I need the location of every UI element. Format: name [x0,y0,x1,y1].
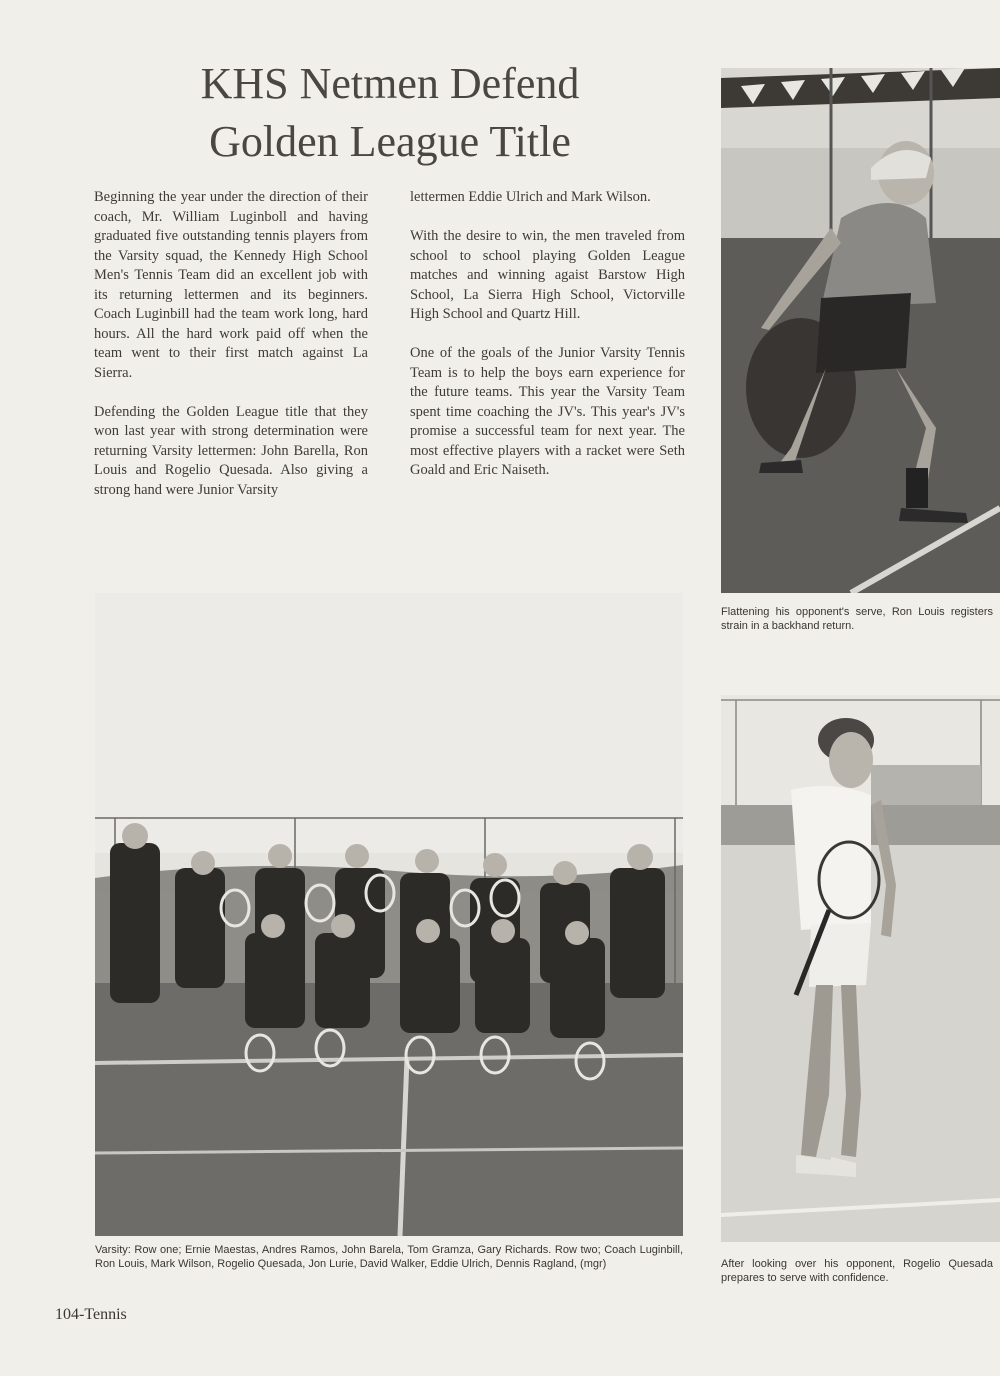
photo-backhand-return [721,68,1000,593]
caption-preparing-serve: After looking over his opponent, Rogelio Quesada prepares to serve with confidence. [721,1258,993,1284]
body-column-2 [410,188,685,500]
caption-varsity-team: Varsity: Row one; Ernie Maestas, Andres Ramos, John Barela, Tom Gramza, Gary Richards. Row two; Coach Luginbill, Ron Louis, Mark Wilson, Rogelio Quesada, Jon Lurie, David Walker, Eddie Ulrich, Dennis Ragland, (mgr) [95,1244,683,1270]
photo-preparing-serve [721,695,1000,1242]
caption-backhand-return: Flattening his opponent's serve, Ron Louis registers strain in a backhand return. [721,606,993,632]
body-paragraph: Beginning the year under the direction of their coach, Mr. William Luginboll and having graduated five outstanding tennis players from the Varsity squad, the Kennedy High School Men's Tennis Team did an excellent job with its returning lettermen and its beginners. Coach Luginbill had the team work long, hard hours. All the hard work paid off when the team went to their first match against La Sierra. [94,189,368,381]
body-column-1 [94,188,368,520]
headline-line-1: KHS Netmen Defend [200,59,580,108]
headline-line-2: Golden League Title [209,117,571,166]
headline [95,55,685,171]
page-folio: 104-Tennis [55,1306,127,1323]
body-paragraph: lettermen Eddie Ulrich and Mark Wilson. [410,189,651,205]
photo-varsity-team [95,593,683,1236]
body-paragraph: One of the goals of the Junior Varsity Tennis Team is to help the boys earn experience for the future teams. This year the Varsity Team spent time coaching the JV's. This year's JV's promise a successful team for next year. The most effective players with a racket were Seth Goald and Eric Naiseth. [410,345,685,478]
body-paragraph: Defending the Golden League title that they won last year with strong determination were returning Varsity lettermen: John Barella, Ron Louis and Rogelio Quesada. Also giving a strong hand were Junior Varsity [94,403,368,498]
body-paragraph: With the desire to win, the men traveled from school to school playing Golden League matches and winning agaist Barstow High School, La Sierra High School, Victorville High School and Quartz Hill. [410,228,685,322]
